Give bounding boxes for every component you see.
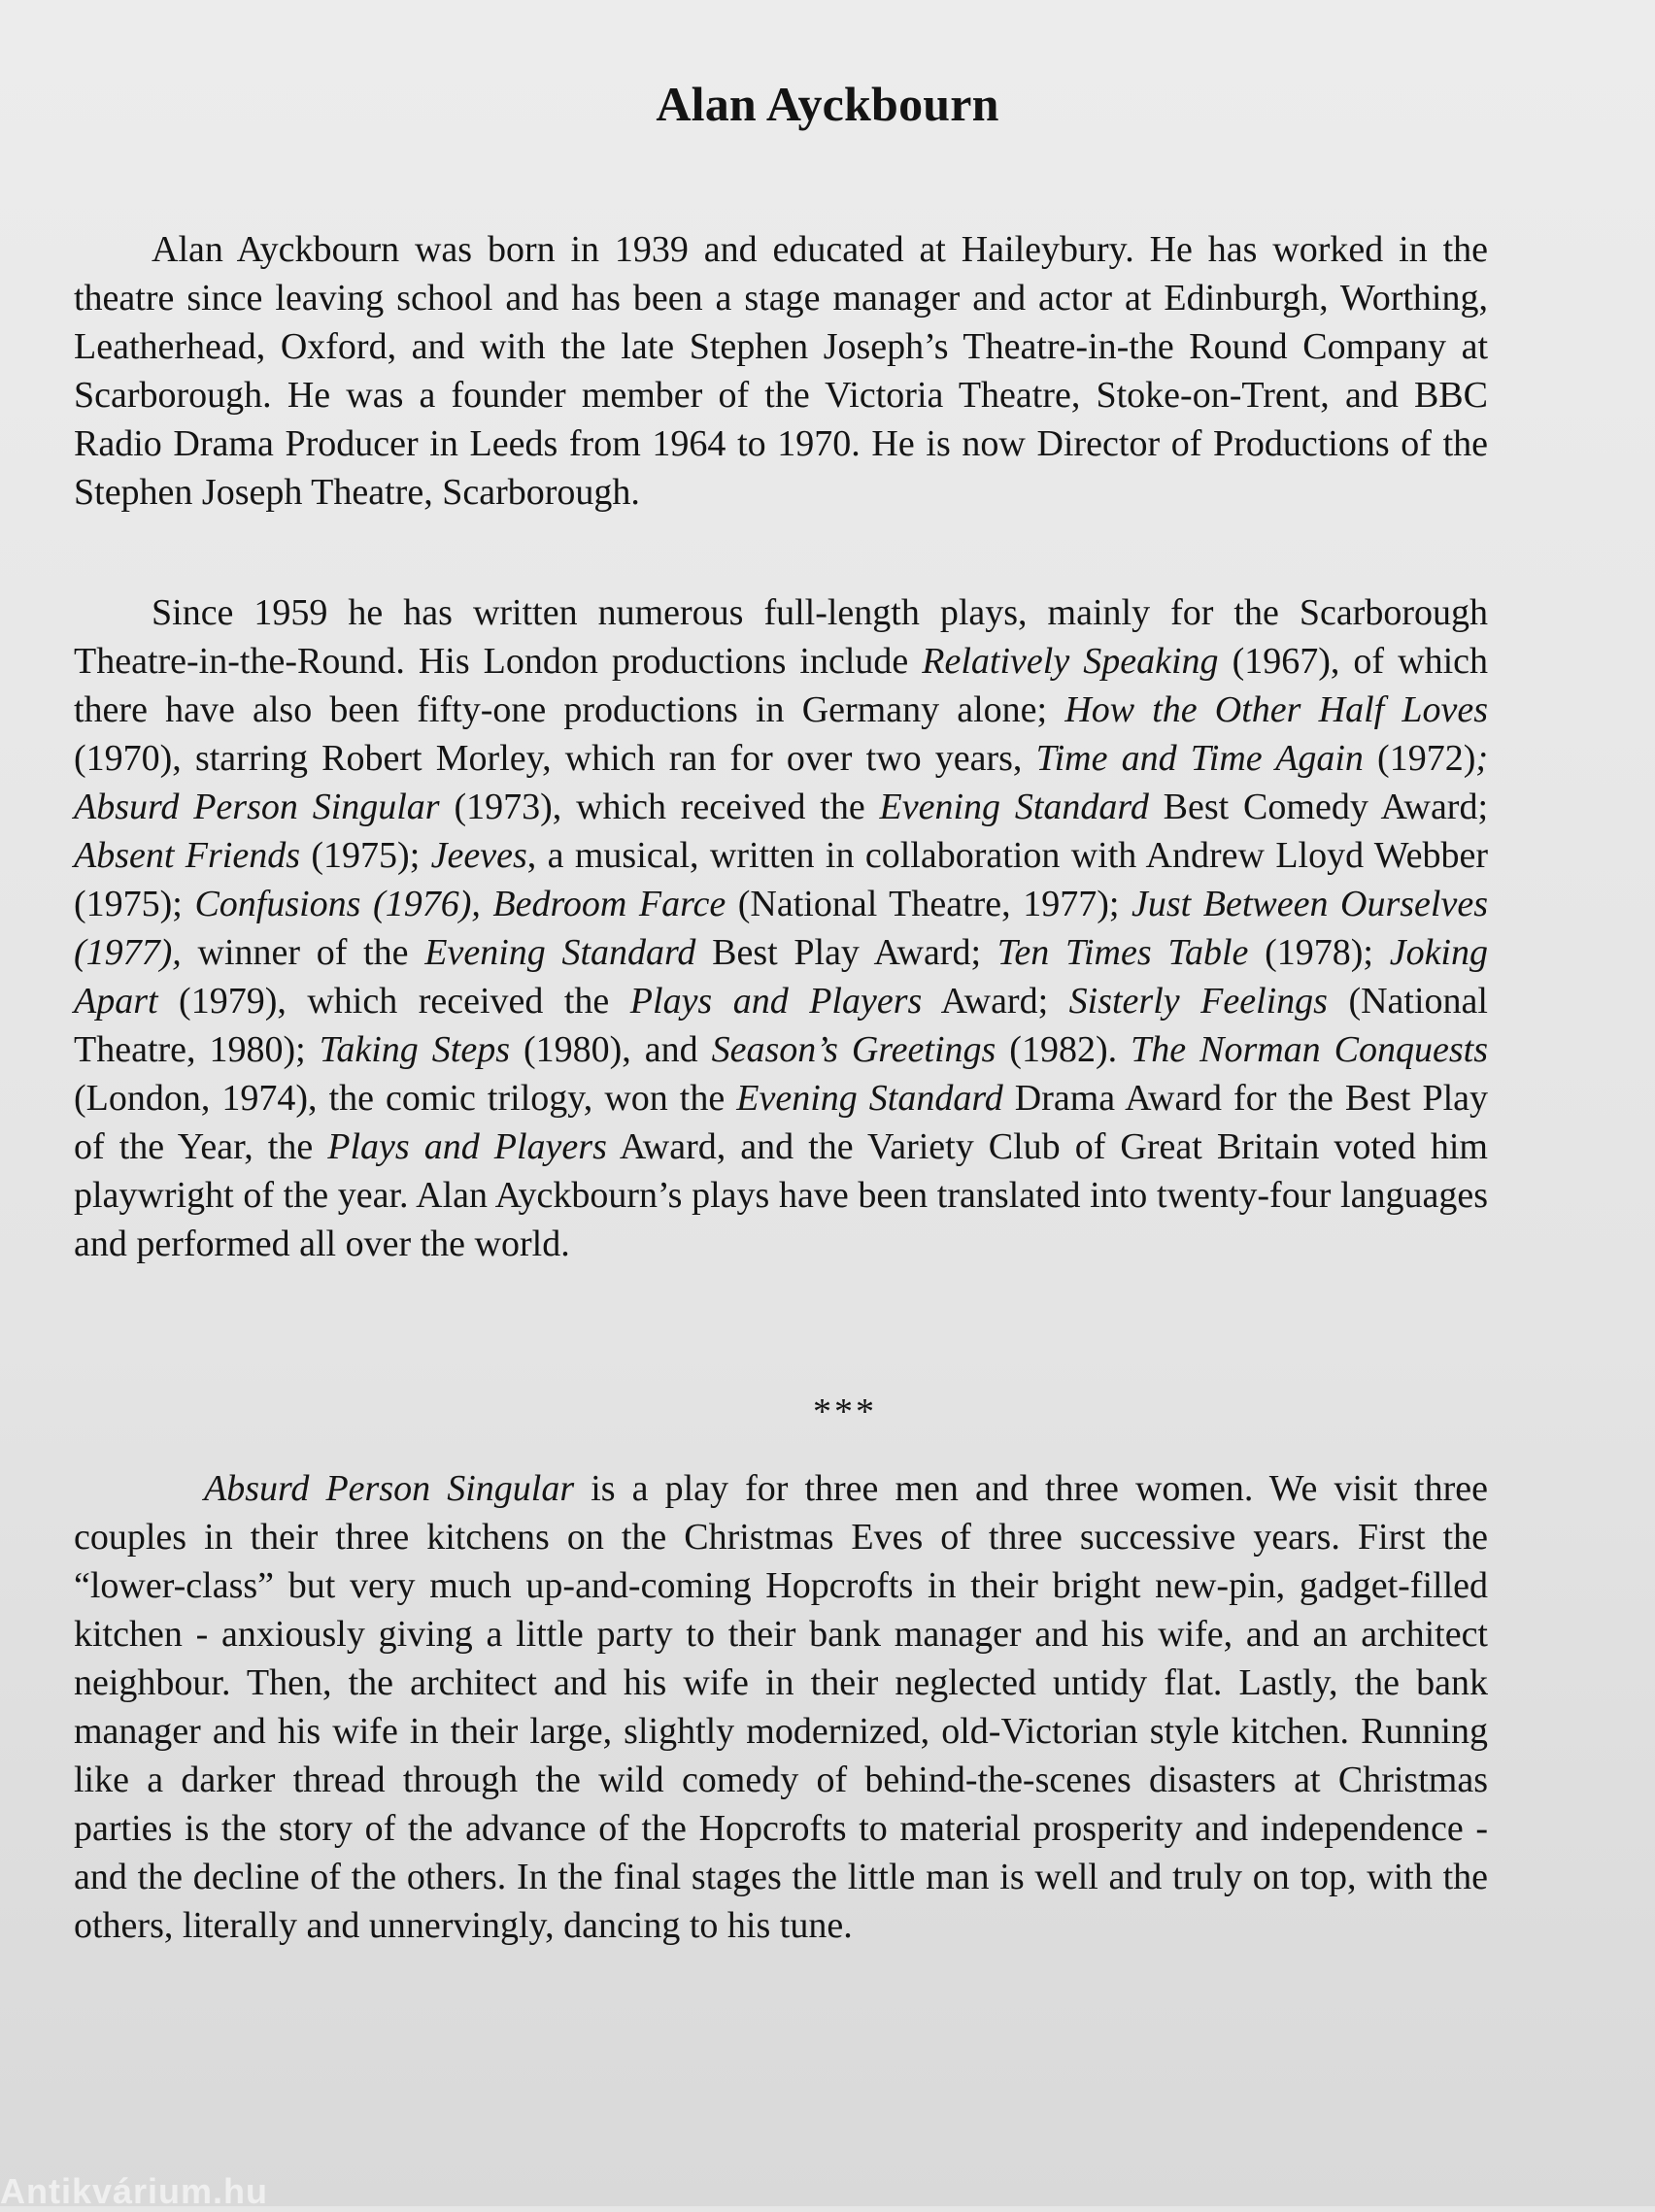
- play-title: ; Absurd Person Singular: [74, 738, 1489, 827]
- text-run: Best Play Award;: [695, 932, 997, 973]
- play-title: Joking Apart: [74, 932, 1488, 1022]
- biography-paragraph-1: [74, 225, 1488, 517]
- text-run: (1975);: [300, 835, 431, 876]
- text-run: Drama Award for the Best Play of the Year, the: [74, 1078, 1489, 1167]
- plays-list-text: [74, 588, 1488, 1268]
- text-run: , a musical, written in collaboration with Andrew Lloyd Webber (1975);: [74, 835, 1488, 924]
- publication-title: Evening Standard: [736, 1078, 1003, 1119]
- synopsis-text: [74, 1464, 1488, 1950]
- text-run: Award;: [922, 981, 1069, 1022]
- text-run: (1972): [1363, 738, 1476, 779]
- text-run: is a play for three men and three women. We visit three couples in their three kitchens on the Christmas Eves of three successive years. First the “lower-class” but very much up-and-coming Hopcrofts in their bright new-pin, gadget-filled kitchen - anxiously giving a little party to their bank manager and his wife, and an architect neighbour. Then, the architect and his wife in their neglected untidy flat. Lastly, the bank manager and his wife in their large, slightly modernized, old-Victorian style kitchen. Running like a darker thread through the wild comedy of behind-the-scenes disasters at Christmas parties is the story of the advance of the Hopcrofts to material prosperity and independence - and the decline of the others. In the final stages the little man is well and truly on top, with the others, literally and unnervingly, dancing to his tune.: [74, 1468, 1488, 1946]
- play-title: Taking Steps: [319, 1029, 510, 1070]
- play-title: Just Between Ourselves (1977),: [74, 884, 1488, 973]
- synopsis-paragraph: [74, 1464, 1488, 1950]
- section-separator: ***: [813, 1391, 877, 1432]
- text-run: (London, 1974), the comic trilogy, won the: [74, 1078, 737, 1119]
- text-run: (1973), which received the: [439, 787, 880, 827]
- text-run: (National Theatre, 1980);: [74, 981, 1488, 1070]
- biography-text-1: Alan Ayckbourn was born in 1939 and educated at Haileybury. He has worked in the theatre since leaving school and has been a stage manager and actor at Edinburgh, Worthing, Leatherhead, Oxford, and with the late Stephen Joseph’s Theatre-in-the Round Company at Scarborough. He was a founder member of the Victoria Theatre, Stoke-on-Trent, and BBC Radio Drama Producer in Leeds from 1964 to 1970. He is now Director of Productions of the Stephen Joseph Theatre, Scarborough.: [74, 229, 1488, 513]
- play-title: Absurd Person Singular: [204, 1468, 575, 1509]
- publication-title: Evening Standard: [424, 932, 696, 973]
- play-title: Confusions (1976), Bedroom Farce: [194, 884, 726, 924]
- play-title: How the Other Half Loves: [1064, 689, 1489, 730]
- text-run: (1979), which received the: [157, 981, 630, 1022]
- text-run: (1978);: [1248, 932, 1390, 973]
- play-title: Ten Times Table: [996, 932, 1249, 973]
- play-title: Season’s Greetings: [711, 1029, 996, 1070]
- text-run: Best Comedy Award;: [1148, 787, 1489, 827]
- page-title: Alan Ayckbourn: [656, 77, 999, 131]
- text-run: (1980), and: [510, 1029, 712, 1070]
- text-run: Award, and the Variety Club of Great Britain voted him playwright of the year. Alan Ayckbourn’s plays have been translated into twenty-four languages and performed all over the world.: [74, 1126, 1488, 1264]
- publication-title: Evening Standard: [879, 787, 1149, 827]
- biography-paragraph-2: [74, 588, 1488, 1268]
- publication-title: Plays and Players: [629, 981, 923, 1022]
- play-title: Sisterly Feelings: [1068, 981, 1328, 1022]
- text-run: (1970), starring Robert Morley, which ran for over two years,: [74, 738, 1036, 779]
- text-run: (1967), of which there have also been fifty-one productions in Germany alone;: [74, 641, 1488, 730]
- play-title: Jeeves: [430, 835, 527, 876]
- watermark: Antikvárium.hu: [0, 2171, 269, 2211]
- play-title: Relatively Speaking: [922, 641, 1219, 682]
- text-run: Since 1959 he has written numerous full-length plays, mainly for the Scarborough Theatre-in-the-Round. His London productions include: [74, 592, 1488, 682]
- play-title: Time and Time Again: [1035, 738, 1364, 779]
- text-run: winner of the: [181, 932, 425, 973]
- text-run: (National Theatre, 1977);: [726, 884, 1131, 924]
- publication-title: Plays and Players: [327, 1126, 607, 1167]
- play-title: Absent Friends: [74, 835, 301, 876]
- text-run: (1982).: [996, 1029, 1131, 1070]
- play-title: The Norman Conquests: [1131, 1029, 1489, 1070]
